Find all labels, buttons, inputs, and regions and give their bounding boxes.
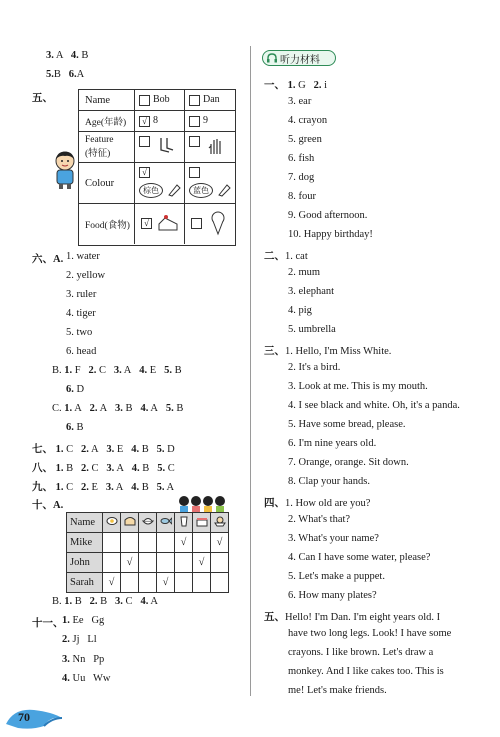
section-label: 六、A.	[32, 254, 64, 265]
food-table	[66, 512, 229, 593]
checkbox[interactable]	[139, 95, 150, 106]
header-title: 听力材料	[280, 54, 320, 66]
answer-line: 5.B 6.A	[46, 69, 85, 80]
answer-line: 2. Jj Ll	[62, 634, 97, 645]
answer-line: 四、1. How old are you?	[264, 498, 371, 509]
drink-icon	[175, 513, 193, 533]
boy-illustration	[50, 150, 80, 190]
row-label: Food(食物)	[79, 204, 135, 244]
answer-line: 2. yellow	[66, 270, 106, 281]
answer-line: 一、 1. G 2. i	[264, 80, 328, 91]
answer-line: 七、 1. C 2. A 3. E 4. B 5. D	[32, 444, 175, 455]
list-item: 8. Clap your hands.	[288, 476, 370, 487]
answer-line: 3. ruler	[66, 289, 97, 300]
rice-icon	[139, 513, 157, 533]
checkbox[interactable]	[189, 116, 200, 127]
answer-line: 1. Ee Gg	[62, 615, 105, 626]
checkbox[interactable]	[189, 167, 200, 178]
row-name: Sarah	[67, 573, 103, 593]
list-item: 4. I see black and white. Oh, it's a panda.	[288, 400, 460, 411]
fish-icon	[157, 513, 175, 533]
checkbox[interactable]	[189, 136, 200, 147]
list-item: 3. Look at me. This is my mouth.	[288, 381, 428, 392]
answer-line: B. 1. F 2. C 3. A 4. E 5. B	[52, 365, 182, 376]
row-label: Age(年龄)	[79, 111, 135, 131]
column-header: Name	[67, 513, 103, 533]
checkbox-checked[interactable]: √	[139, 116, 150, 127]
list-item: 2. mum	[288, 267, 321, 278]
bread-icon	[121, 513, 139, 533]
list-item: 7. dog	[288, 172, 315, 183]
row-name: Mike	[67, 533, 103, 553]
checkbox[interactable]	[139, 136, 150, 147]
list-item: 4. pig	[288, 305, 312, 316]
column-divider	[250, 46, 251, 696]
list-item: 4. crayon	[288, 115, 328, 126]
info-table	[78, 89, 236, 246]
answer-line: C. 1. A 2. A 3. B 4. A 5. B	[52, 403, 184, 414]
colour-label: 蓝色	[189, 183, 213, 198]
listening-material-header	[262, 50, 336, 66]
answer-line: 5. two	[66, 327, 93, 338]
list-item: 5. Let's make a puppet.	[288, 571, 385, 582]
page-badge-decoration	[4, 704, 64, 730]
colour-label: 棕色	[139, 183, 163, 198]
answer-line: 6. D	[66, 384, 85, 395]
checkbox[interactable]	[189, 95, 200, 106]
list-item: 5. umbrella	[288, 324, 336, 335]
answer-line: 九、 1. C 2. E 3. A 4. B 5. A	[32, 482, 175, 493]
list-item: 3. What's your name?	[288, 533, 379, 544]
row-label-sub: (特征)	[85, 149, 111, 159]
paragraph-line: me! Let's make friends.	[288, 685, 387, 696]
list-item: 6. How many plates?	[288, 590, 377, 601]
answer-line: 1. water	[66, 251, 100, 262]
section-label: 十一、	[32, 618, 64, 629]
list-item: 7. Orange, orange. Sit down.	[288, 457, 409, 468]
list-item: 4. Can I have some water, please?	[288, 552, 431, 563]
list-item: 3. ear	[288, 96, 312, 107]
page-number-badge	[4, 704, 64, 730]
headphones-icon	[267, 53, 277, 63]
section-label: 十、A.	[32, 500, 64, 511]
table-row: Sarah √ √	[67, 573, 229, 593]
list-item: 2. It's a bird.	[288, 362, 341, 373]
table-row	[79, 132, 235, 163]
checkbox[interactable]	[191, 218, 202, 229]
answer-line: 三、1. Hello, I'm Miss White.	[264, 346, 392, 357]
list-item: 6. I'm nine years old.	[288, 438, 377, 449]
list-item: 8. four	[288, 191, 316, 202]
answer-line: 6. B	[66, 422, 84, 433]
list-item: 5. green	[288, 134, 322, 145]
answer-line: 3. Nn Pp	[62, 654, 105, 665]
list-item: 6. fish	[288, 153, 315, 164]
hand-icon	[205, 136, 227, 156]
table-row: John √ √	[67, 553, 229, 573]
answer-line: 4. tiger	[66, 308, 96, 319]
table-header-row	[67, 513, 229, 533]
paragraph-line: crayons. I like brown. Let's draw a	[288, 647, 434, 658]
answer-line: 八、 1. B 2. C 3. A 4. B 5. C	[32, 463, 175, 474]
row-label: Colour	[79, 163, 135, 203]
legs-icon	[155, 136, 177, 156]
list-item: 5. Have some bread, please.	[288, 419, 406, 430]
checkbox-checked[interactable]: √	[139, 167, 150, 178]
cake-icon	[193, 513, 211, 533]
egg-icon	[103, 513, 121, 533]
section-label: 五、	[32, 93, 53, 104]
ice-cream-icon	[209, 210, 227, 236]
answer-line: 二、1. cat	[264, 251, 308, 262]
answer-line: 3. A 4. B	[46, 50, 89, 61]
table-row: Name Bob Dan	[79, 90, 235, 111]
row-name: John	[67, 553, 103, 573]
table-row	[79, 163, 235, 204]
list-item: 2. What's that?	[288, 514, 351, 525]
dessert-icon	[211, 513, 229, 533]
crayon-icon	[167, 181, 183, 197]
children-illustration	[178, 494, 226, 512]
table-row: Age(年龄) √ 8 9	[79, 111, 235, 132]
answer-line: 4. Uu Ww	[62, 673, 111, 684]
table-row	[79, 204, 235, 244]
paragraph-line: 五、Hello! I'm Dan. I'm eight years old. I	[264, 612, 441, 623]
list-item: 9. Good afternoon.	[288, 210, 368, 221]
list-item: 10. Happy birthday!	[288, 229, 373, 240]
table-row: Mike √ √	[67, 533, 229, 553]
crayon-icon	[217, 181, 233, 197]
page-number: 70	[18, 710, 30, 724]
answer-line: 6. head	[66, 346, 97, 357]
cake-icon	[157, 212, 179, 234]
row-label: Name	[79, 90, 135, 110]
list-item: 3. elephant	[288, 286, 335, 297]
answer-line: B. 1. B 2. B 3. C 4. A	[52, 596, 158, 607]
row-label: Feature	[85, 135, 114, 145]
paragraph-line: monkey. And I like cakes too. This is	[288, 666, 444, 677]
paragraph-line: have two long legs. Look! I have some	[288, 628, 452, 639]
checkbox-checked[interactable]: √	[141, 218, 152, 229]
